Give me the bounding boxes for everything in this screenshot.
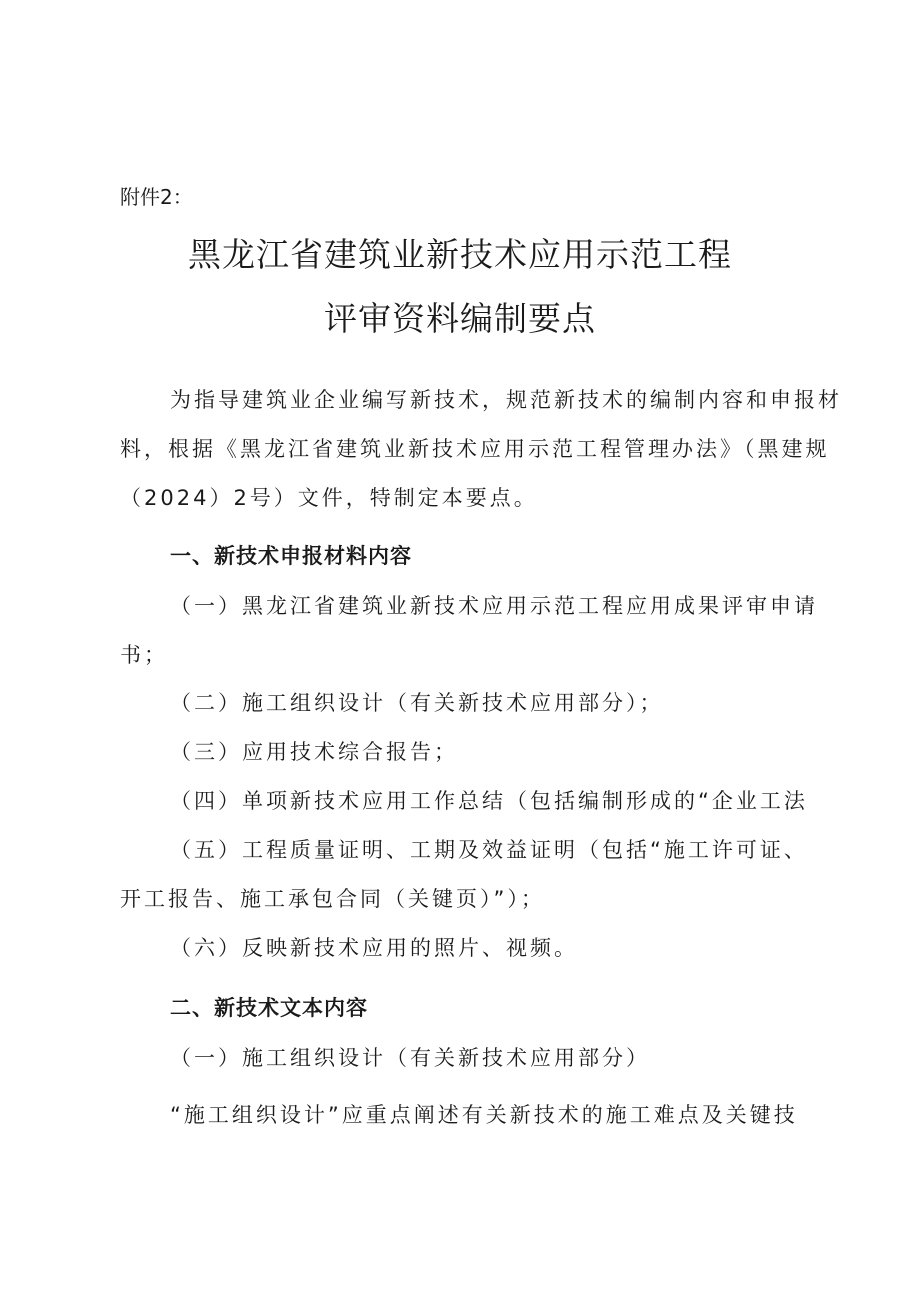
section-1-item-3: （三）应用技术综合报告； [170,740,458,764]
section-2-item-1: （一）施工组织设计（有关新技术应用部分） [170,1046,650,1070]
intro-line-2: 料，根据《黑龙江省建筑业新技术应用示范工程管理办法》（黑建规 [120,437,830,461]
intro-line-3: （2024）2号）文件，特制定本要点。 [120,486,538,510]
section-1-item-2: （二）施工组织设计（有关新技术应用部分）； [170,691,664,715]
section-1-heading: 一、新技术申报材料内容 [170,544,412,568]
section-2-heading: 二、新技术文本内容 [170,996,368,1020]
title-line-2: 评审资料编制要点 [324,299,596,338]
section-1-item-6: （六）反映新技术应用的照片、视频。 [170,936,578,960]
section-1-item-1-line-2: 书； [120,643,168,667]
section-1-item-1-line-1: （一）黑龙江省建筑业新技术应用示范工程应用成果评审申请 [170,594,818,618]
section-1-item-5-line-2: 开工报告、施工承包合同（关键页）”）； [120,887,545,911]
section-1-item-4: （四）单项新技术应用工作总结（包括编制形成的“企业工法 [170,789,808,813]
intro-line-1: 为指导建筑业企业编写新技术，规范新技术的编制内容和申报材 [170,388,842,412]
section-2-paragraph-line-1: “施工组织设计”应重点阐述有关新技术的施工难点及关键技 [170,1103,798,1127]
title-line-1: 黑龙江省建筑业新技术应用示范工程 [188,235,732,274]
attachment-label: 附件2： [120,185,193,209]
section-1-item-5-line-1: （五）工程质量证明、工期及效益证明（包括“施工许可证、 [170,838,808,862]
